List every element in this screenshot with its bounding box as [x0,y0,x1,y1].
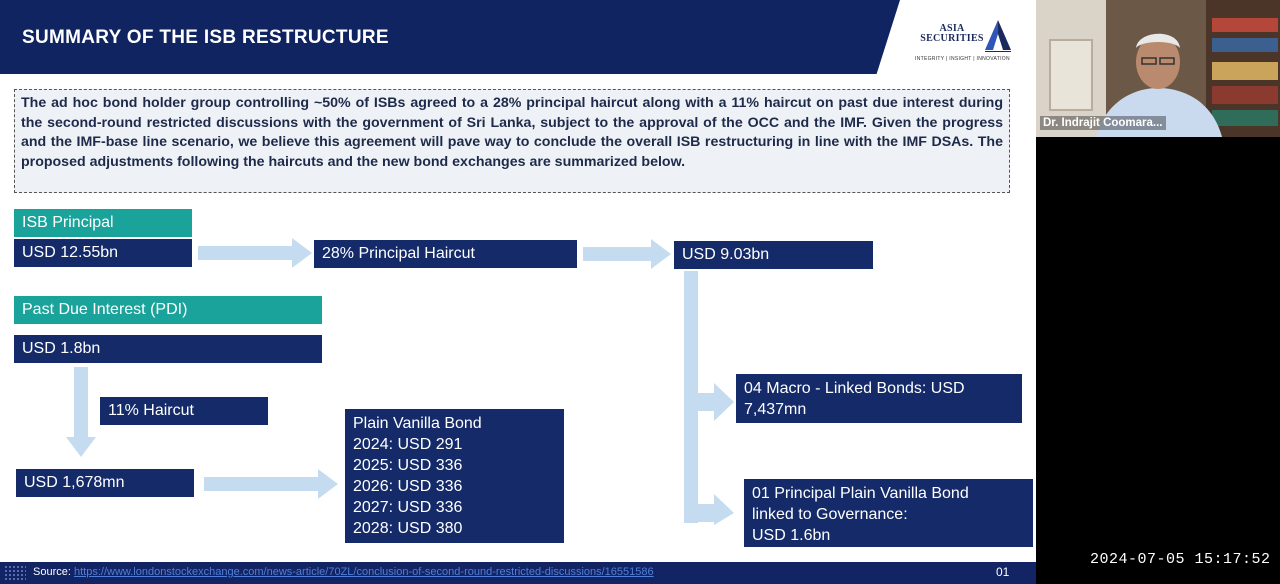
governance-line: USD 1.6bn [752,527,831,544]
logo-name-line1: ASIA [939,23,965,34]
governance-line: 01 Principal Plain Vanilla Bond [752,485,969,502]
governance-line: linked to Governance: [752,506,908,523]
logo-name-line2: SECURITIES [920,33,984,44]
plain-vanilla-bond-box [345,409,564,543]
source-link[interactable]: https://www.londonstockexchange.com/news-article/70ZL/conclusion-of-second-round-restricted-discussions/16551586 [73,566,654,578]
plain-vanilla-line: 2025: USD 336 [353,457,463,474]
plain-vanilla-title: Plain Vanilla Bond [353,415,482,432]
summary-box [14,89,1010,193]
plain-vanilla-line: 2027: USD 336 [353,499,463,516]
isb-principal-label: ISB Principal [14,209,192,237]
source-label: Source: [33,566,71,578]
macro-linked-line: 04 Macro - Linked Bonds: USD [744,380,965,397]
logo-tagline: INTEGRITY | INSIGHT | INNOVATION [915,56,1010,62]
dots-pattern-icon [4,565,26,581]
pdi-label: Past Due Interest (PDI) [14,296,322,324]
pdi-haircut-box: 11% Haircut [100,397,268,425]
participant-name: Dr. Indrajit Coomara... [1040,116,1166,130]
arrow-right-icon [198,238,312,268]
arrow-right-icon [204,469,338,499]
macro-linked-line: 7,437mn [744,401,807,418]
asia-securities-logo [915,18,1015,64]
slide-title: SUMMARY OF THE ISB RESTRUCTURE [22,27,389,48]
macro-linked-bonds-box [736,374,1022,423]
logo-mark-icon [985,20,1011,52]
summary-text: The ad hoc bond holder group controlling ~50% of ISBs agreed to a 28% principal haircut along with a 11% haircut on past due interest during the second-round restricted discussions with the government of Sri Lanka, subject to the approval of the OCC and the IMF. Given the progress and the IMF-base line scenario, we believe this agreement will pave way to conclude the overall ISB restructuring in line with the IMF DSAs. The proposed adjustments following the haircuts and the new bond exchanges are summarized below. [21,95,1003,170]
plain-vanilla-line: 2028: USD 380 [353,520,463,537]
logo-name [919,24,985,44]
page-number: 01 [996,565,1010,579]
pdi-value: USD 1.8bn [14,335,322,363]
plain-vanilla-line: 2024: USD 291 [353,436,463,453]
principal-haircut-box: 28% Principal Haircut [314,240,577,268]
branch-arrows-icon [684,271,736,525]
slide-footer [0,562,1036,584]
governance-bond-box [744,479,1033,547]
arrow-down-icon [66,367,96,457]
post-haircut-principal-box: USD 9.03bn [674,241,873,269]
arrow-right-icon [583,239,671,269]
timestamp: 2024-07-05 15:17:52 [1090,551,1271,568]
pdi-post-haircut-box: USD 1,678mn [16,469,194,497]
footer-source [33,566,654,578]
isb-principal-value: USD 12.55bn [14,239,192,267]
plain-vanilla-line: 2026: USD 336 [353,478,463,495]
